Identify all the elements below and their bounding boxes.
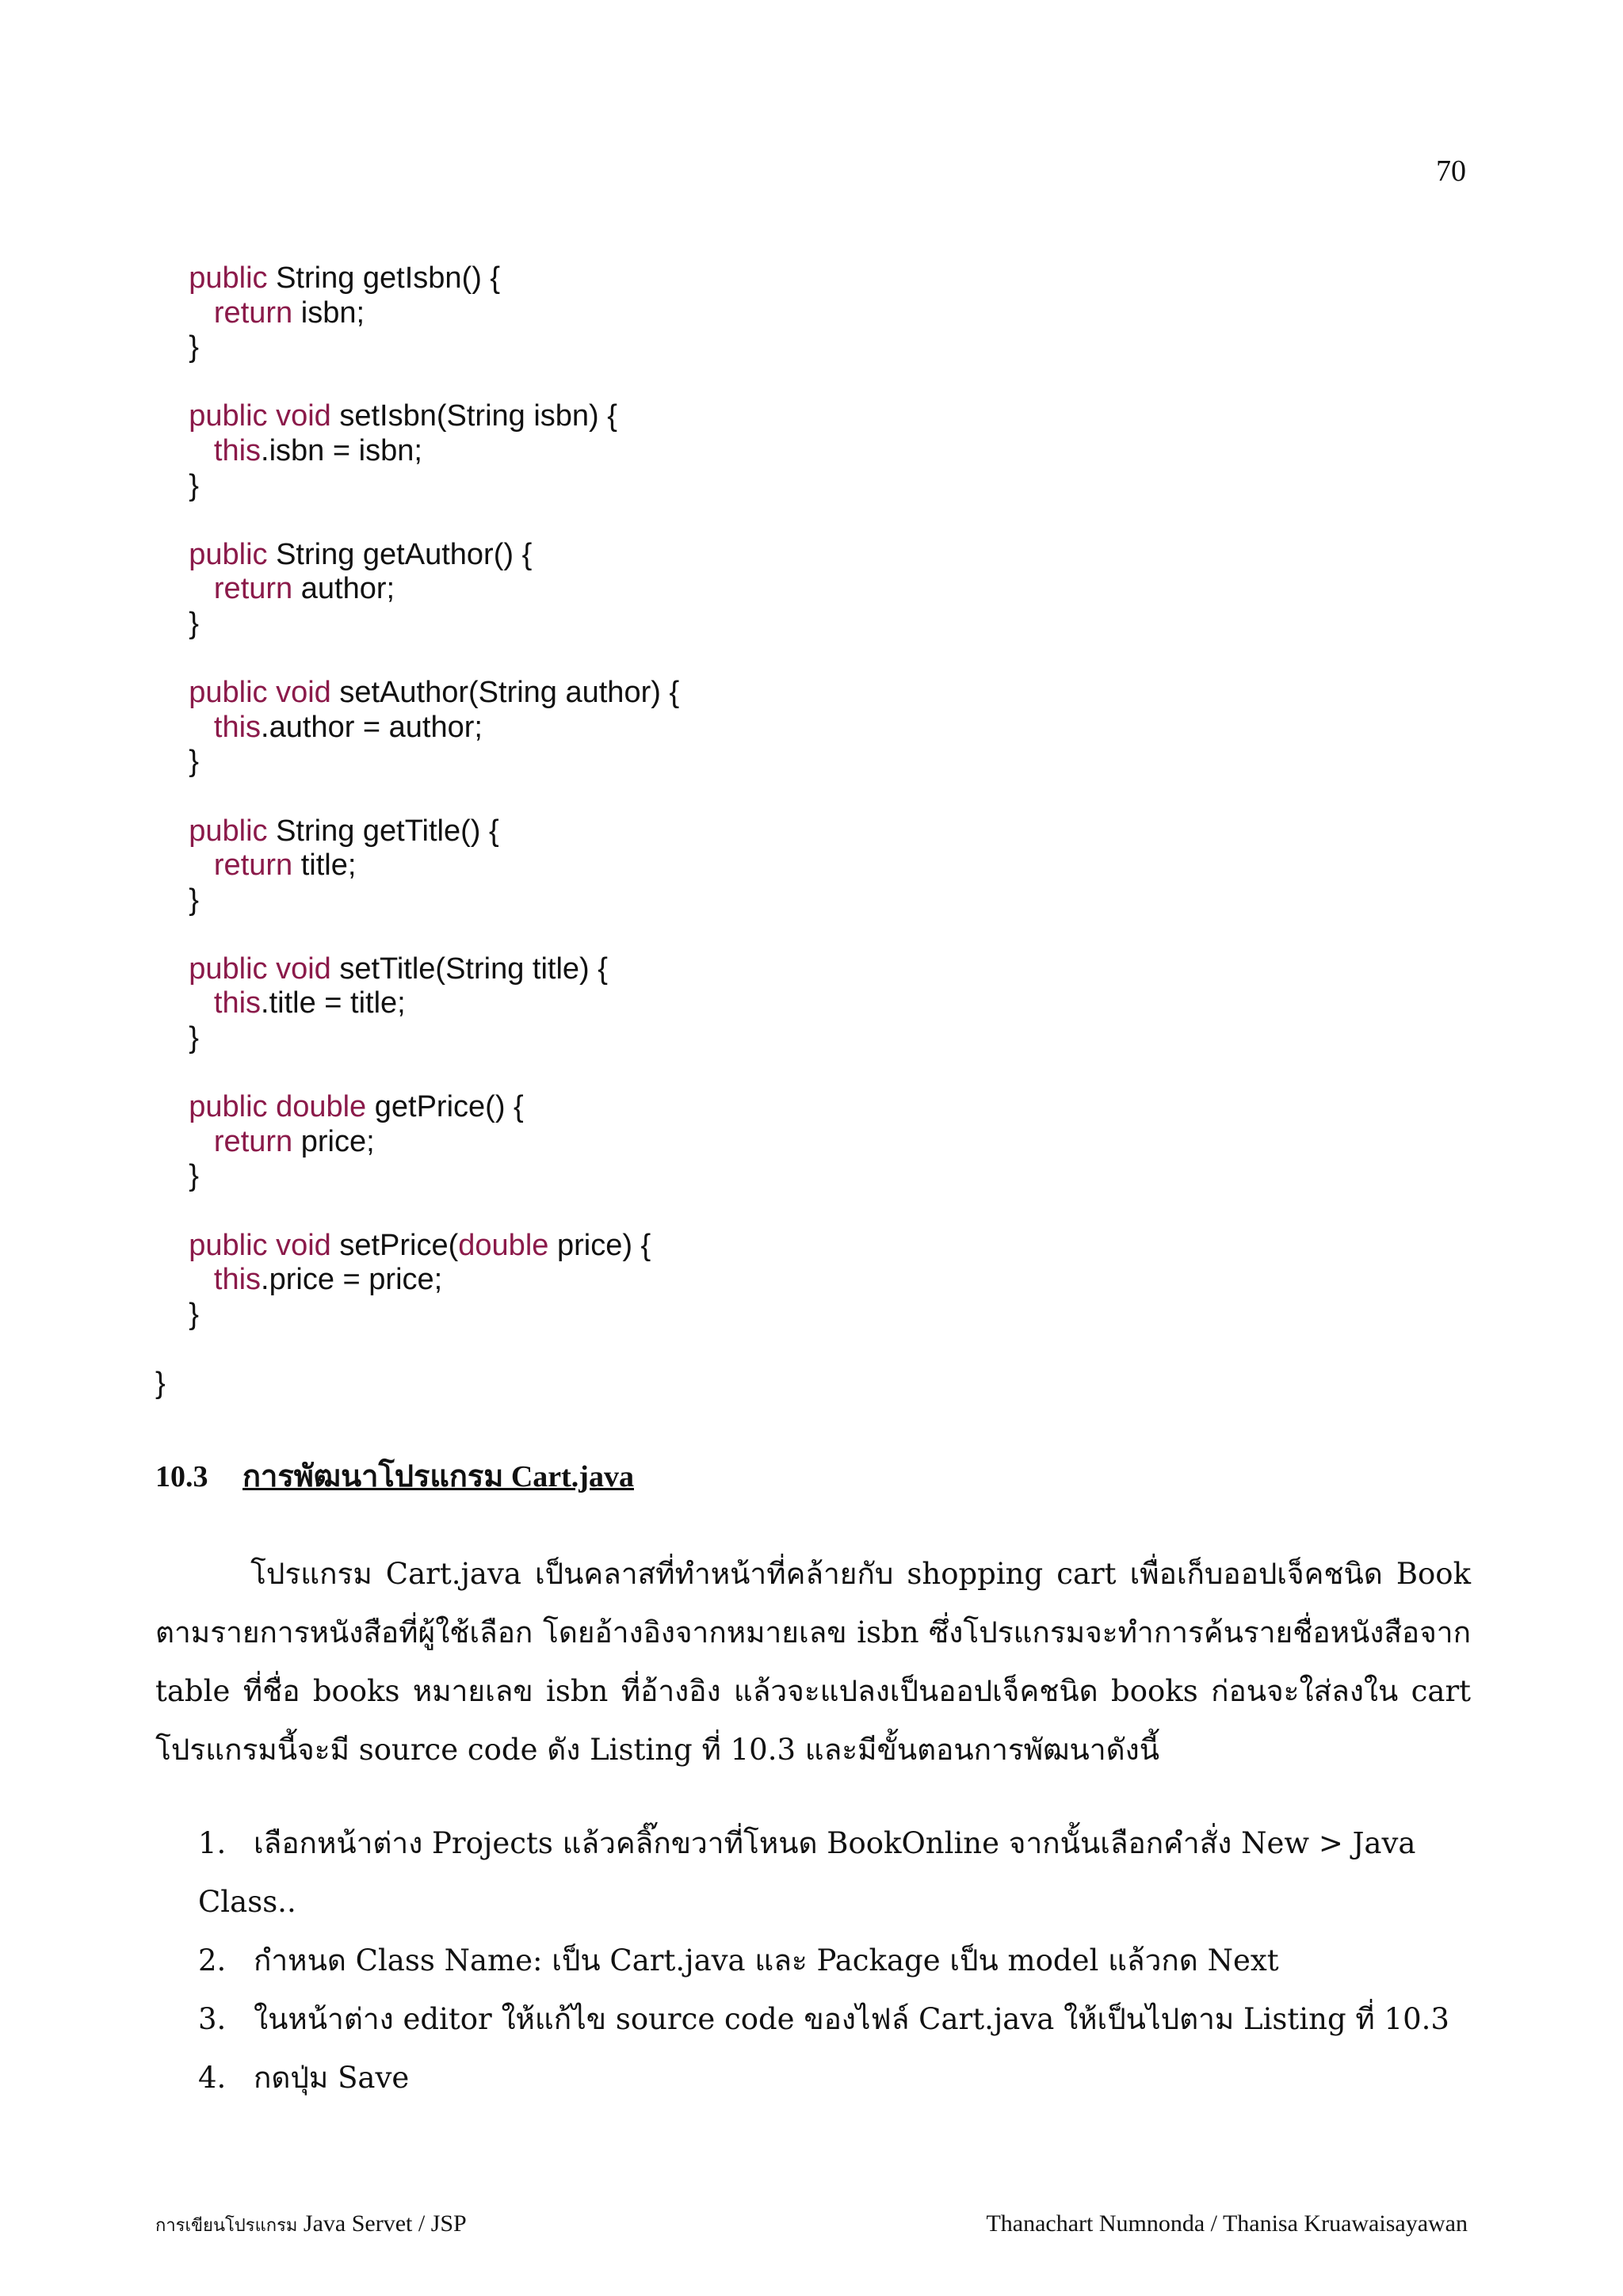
section-title: การพัฒนาโปรแกรม Cart.java <box>242 1460 634 1493</box>
code-line <box>155 952 679 987</box>
code-line <box>155 986 679 1021</box>
code-text: setTitle(String title) { <box>330 952 608 986</box>
body-paragraph <box>155 1545 1471 1779</box>
code-line <box>155 1021 679 1056</box>
code-line <box>155 711 679 746</box>
code-text: } <box>155 1297 199 1331</box>
code-text <box>155 434 214 467</box>
list-item <box>198 1990 1482 2049</box>
code-line <box>155 365 679 400</box>
code-line <box>155 1367 679 1402</box>
code-text <box>155 849 214 882</box>
code-keyword: public double <box>189 1090 367 1124</box>
code-keyword: this <box>213 433 262 467</box>
code-keyword: return <box>213 296 293 330</box>
code-keyword: public void <box>189 952 331 986</box>
step-text: ในหน้าต่าง editor ให้แก้ไข source code ของไฟล์ Cart.java ให้เป็นไปตาม Listing ที่ 10.3 <box>254 2002 1449 2036</box>
code-keyword: public void <box>189 1228 331 1262</box>
code-text <box>155 711 214 744</box>
step-text: กดปุ่ม Save <box>254 2061 410 2095</box>
code-line <box>155 1332 679 1367</box>
step-text: เลือกหน้าต่าง Projects แล้วคลิ๊กขวาที่โหนด BookOnline จากนั้นเลือกคำสั่ง New > Java Class.. <box>198 1826 1416 1919</box>
code-line <box>155 330 679 365</box>
code-keyword: this <box>213 986 262 1020</box>
code-text <box>155 1263 214 1296</box>
code-line <box>155 503 679 538</box>
code-line <box>155 642 679 677</box>
code-line <box>155 538 679 573</box>
step-number: 3. <box>198 2002 227 2036</box>
paragraph-text: โปรแกรม Cart.java เป็นคลาสที่ทำหน้าที่คล้ายกับ shopping cart เพื่อเก็บออปเจ็คชนิด Book ตามรายการหนังสือที่ผู้ใช้เลือก โดยอ้างอิงจากหมายเลข isbn ซึ่งโปรแกรมจะทำการค้นรายชื่อหนังสือจาก table ที่ชื่อ books หมายเลข isbn ที่อ้างอิง แล้วจะแปลงเป็นออปเจ็คชนิด books ก่อนจะใส่ลงใน cart โปรแกรมนี้จะมี source code ดัง Listing ที่ 10.3 และมีขั้นตอนการพัฒนาดังนี้ <box>155 1557 1471 1767</box>
code-line <box>155 849 679 883</box>
step-number: 1. <box>198 1826 227 1860</box>
code-listing <box>155 261 679 1402</box>
code-line <box>155 1090 679 1125</box>
steps-list <box>198 1814 1482 2107</box>
code-line <box>155 261 679 296</box>
footer-thai-label: การเขียนโปรแกรม <box>155 2216 298 2236</box>
list-item <box>198 1932 1482 1990</box>
code-line <box>155 607 679 642</box>
code-text: setAuthor(String author) { <box>330 676 680 710</box>
code-text <box>155 986 214 1020</box>
code-text <box>155 399 189 433</box>
code-line <box>155 883 679 918</box>
code-keyword: public void <box>189 676 331 710</box>
code-line <box>155 399 679 434</box>
code-keyword: public <box>189 814 268 848</box>
code-text <box>155 814 189 848</box>
footer-authors: Thanachart Numnonda / Thanisa Kruawaisayawan <box>986 2210 1468 2237</box>
code-text: price) { <box>548 1228 651 1262</box>
code-line <box>155 745 679 780</box>
code-text <box>155 676 189 709</box>
code-line <box>155 434 679 469</box>
code-text <box>155 1125 214 1158</box>
code-text: } <box>155 1021 199 1055</box>
code-text <box>155 296 214 330</box>
code-text: String getIsbn() { <box>267 261 501 295</box>
code-keyword: public <box>189 261 268 295</box>
code-text: isbn; <box>292 296 365 330</box>
code-text <box>155 572 214 605</box>
code-text <box>155 538 189 571</box>
section-number: 10.3 <box>155 1460 208 1493</box>
code-keyword: return <box>213 572 293 606</box>
code-keyword: double <box>458 1228 549 1262</box>
code-text: price; <box>292 1124 375 1158</box>
code-text <box>155 1090 189 1123</box>
code-keyword: public void <box>189 399 331 433</box>
code-line <box>155 917 679 952</box>
code-line <box>155 1263 679 1298</box>
step-number: 2. <box>198 1943 227 1978</box>
code-text: author; <box>292 572 395 606</box>
code-text: } <box>155 1367 166 1400</box>
code-keyword: return <box>213 849 293 883</box>
code-text: setIsbn(String isbn) { <box>330 399 617 433</box>
code-text: } <box>155 745 199 779</box>
code-line <box>155 1159 679 1194</box>
footer-course-name: Java Servet / JSP <box>303 2210 467 2237</box>
code-text: .isbn = isbn; <box>261 433 422 467</box>
code-keyword: this <box>213 1263 262 1297</box>
code-keyword: return <box>213 1124 293 1158</box>
code-text <box>155 1229 189 1262</box>
code-line <box>155 1194 679 1229</box>
step-number: 4. <box>198 2061 227 2095</box>
code-line <box>155 1125 679 1160</box>
code-text: } <box>155 1159 199 1193</box>
code-line <box>155 780 679 814</box>
code-text: .title = title; <box>261 986 406 1020</box>
footer-book-title <box>155 2210 467 2239</box>
step-text: กำหนด Class Name: เป็น Cart.java และ Package เป็น model แล้วกด Next <box>254 1943 1279 1978</box>
code-text: } <box>155 883 199 917</box>
code-text: String getAuthor() { <box>267 537 533 571</box>
code-line <box>155 469 679 504</box>
code-line <box>155 296 679 331</box>
code-text: title; <box>292 849 357 883</box>
code-text: .price = price; <box>261 1263 443 1297</box>
code-text: } <box>155 606 199 640</box>
code-text: .author = author; <box>261 710 483 744</box>
code-line <box>155 1056 679 1091</box>
page-number: 70 <box>1436 154 1466 188</box>
code-text: setPrice( <box>330 1228 459 1262</box>
code-line <box>155 1229 679 1264</box>
code-line <box>155 1298 679 1333</box>
code-line <box>155 676 679 711</box>
code-text <box>155 261 189 295</box>
code-line <box>155 572 679 607</box>
section-heading <box>155 1451 634 1500</box>
code-line <box>155 814 679 849</box>
list-item <box>198 1814 1482 1932</box>
list-item <box>198 2049 1482 2107</box>
code-keyword: this <box>213 710 262 744</box>
code-keyword: public <box>189 537 268 571</box>
code-text: } <box>155 468 199 502</box>
code-text: String getTitle() { <box>267 814 499 848</box>
code-text: } <box>155 330 199 364</box>
code-text <box>155 952 189 986</box>
code-text: getPrice() { <box>366 1090 524 1124</box>
